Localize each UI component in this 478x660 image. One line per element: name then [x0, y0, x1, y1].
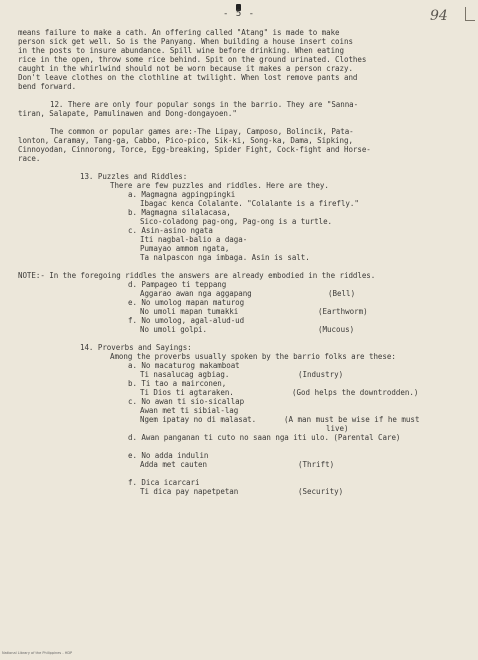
proverb-c-meaning: live)	[326, 424, 349, 433]
proverb-c-meaning: (A man must be wise if he must	[284, 415, 420, 424]
section-12-line: 12. There are only four popular songs in the barrio. They are "Sanna-	[50, 100, 359, 109]
proverb-b-line: Ti Dios ti agtaraken.	[140, 388, 234, 397]
proverbs-intro: Among the proverbs usually spoken by the barrio folks are these:	[110, 352, 396, 361]
proverb-d-line: d. Awan panganan ti cuto no saan nga iti ulo. (Parental Care)	[128, 433, 401, 442]
riddles-note: NOTE:- In the foregoing riddles the answers are already embodied in the riddles.	[18, 271, 376, 280]
section-14-heading: 14. Proverbs and Sayings:	[80, 343, 192, 352]
riddle-a-line: Ibagac kenca Colalante. "Colalante is a firefly."	[140, 199, 359, 208]
text-line: bend forward.	[18, 82, 77, 91]
games-line: race.	[18, 154, 41, 163]
games-line: lonton, Caramay, Tang-ga, Cabbo, Pico-pico, Sik-ki, Song-ka, Dama, Sipking,	[18, 136, 353, 145]
proverb-b-line: b. Ti tao a mairconen,	[128, 379, 227, 388]
section-12-line: tiran, Salapate, Pamulinawen and Dong-dongayoen."	[18, 109, 237, 118]
section-13-heading: 13. Puzzles and Riddles:	[80, 172, 188, 181]
corner-bracket-mark	[465, 7, 475, 21]
riddle-d-answer: (Bell)	[328, 289, 356, 298]
proverb-a-line: a. No macaturog makamboat	[128, 361, 240, 370]
riddle-d-line: d. Pampageo ti teppang	[128, 280, 227, 289]
proverb-e-meaning: (Thrift)	[298, 460, 335, 469]
riddle-d-line: Aggarao awan nga aggapang	[140, 289, 252, 298]
text-line: person sick get well. So is the Panyang. When building a house insert coins	[18, 37, 353, 46]
page-number: - 5 -	[223, 9, 256, 19]
proverb-c-line: Awan met ti sibial-lag	[140, 406, 239, 415]
riddle-b-line: b. Magmagna silalacasa,	[128, 208, 231, 217]
text-line: Don't leave clothes on the clothline at twilight. When lost remove pants and	[18, 73, 358, 82]
proverb-c-line: c. No awan ti sio-sicallap	[128, 397, 245, 406]
proverb-e-line: Adda met cauten	[140, 460, 207, 469]
riddle-e-answer: (Earthworm)	[318, 307, 368, 316]
games-line: Cinnoyodan, Cinnorong, Torce, Egg-breaking, Spider Fight, Cock-fight and Horse-	[18, 145, 371, 154]
games-line: The common or popular games are:-The Lipay, Camposo, Bolincik, Pata-	[50, 127, 354, 136]
proverb-e-line: e. No adda indulin	[128, 451, 209, 460]
text-line: means failure to make a cath. An offering called "Atang" is made to make	[18, 28, 340, 37]
riddle-c-line: Pumayao ammom ngata,	[140, 244, 230, 253]
riddle-e-line: No umoli mapan tumakki	[140, 307, 239, 316]
riddle-c-line: c. Asin-asino ngata	[128, 226, 213, 235]
riddle-a-line: a. Magmagna agpingpingki	[128, 190, 236, 199]
proverb-a-meaning: (Industry)	[298, 370, 344, 379]
handwritten-page-number: 94	[430, 8, 448, 24]
proverb-f-line: Ti dica pay napetpetan	[140, 487, 239, 496]
riddle-f-answer: (Mucous)	[318, 325, 355, 334]
puzzles-intro: There are few puzzles and riddles. Here are they.	[110, 181, 329, 190]
text-line: rice in the open, throw some rice behind. Spit on the ground urinated. Clothes	[18, 55, 367, 64]
proverb-b-meaning: (God helps the downtrodden.)	[292, 388, 419, 397]
text-line: caught in the whirlwind should not be worn because it makes a person crazy.	[18, 64, 353, 73]
proverb-f-meaning: (Security)	[298, 487, 344, 496]
library-footer-stamp: National Library of the Philippines - HDP	[2, 651, 73, 655]
riddle-c-line: Ta nalpascon nga imbaga. Asin is salt.	[140, 253, 310, 262]
proverb-c-line: Ngem ipatay no di malasat.	[140, 415, 257, 424]
riddle-f-line: f. No umolog, agal-alud-ud	[128, 316, 245, 325]
riddle-e-line: e. No umolog mapan maturog	[128, 298, 245, 307]
proverb-a-line: Ti nasalucag agbiag.	[140, 370, 230, 379]
riddle-b-line: Sico-coladong pag-ong, Pag-ong is a turtle.	[140, 217, 333, 226]
riddle-c-line: Iti nagbal-balio a daga-	[140, 235, 248, 244]
riddle-f-line: No umoli golpi.	[140, 325, 207, 334]
proverb-f-line: f. Dica icarcari	[128, 478, 200, 487]
text-line: in the posts to insure abundance. Spill wine before drinking. When eating	[18, 46, 344, 55]
